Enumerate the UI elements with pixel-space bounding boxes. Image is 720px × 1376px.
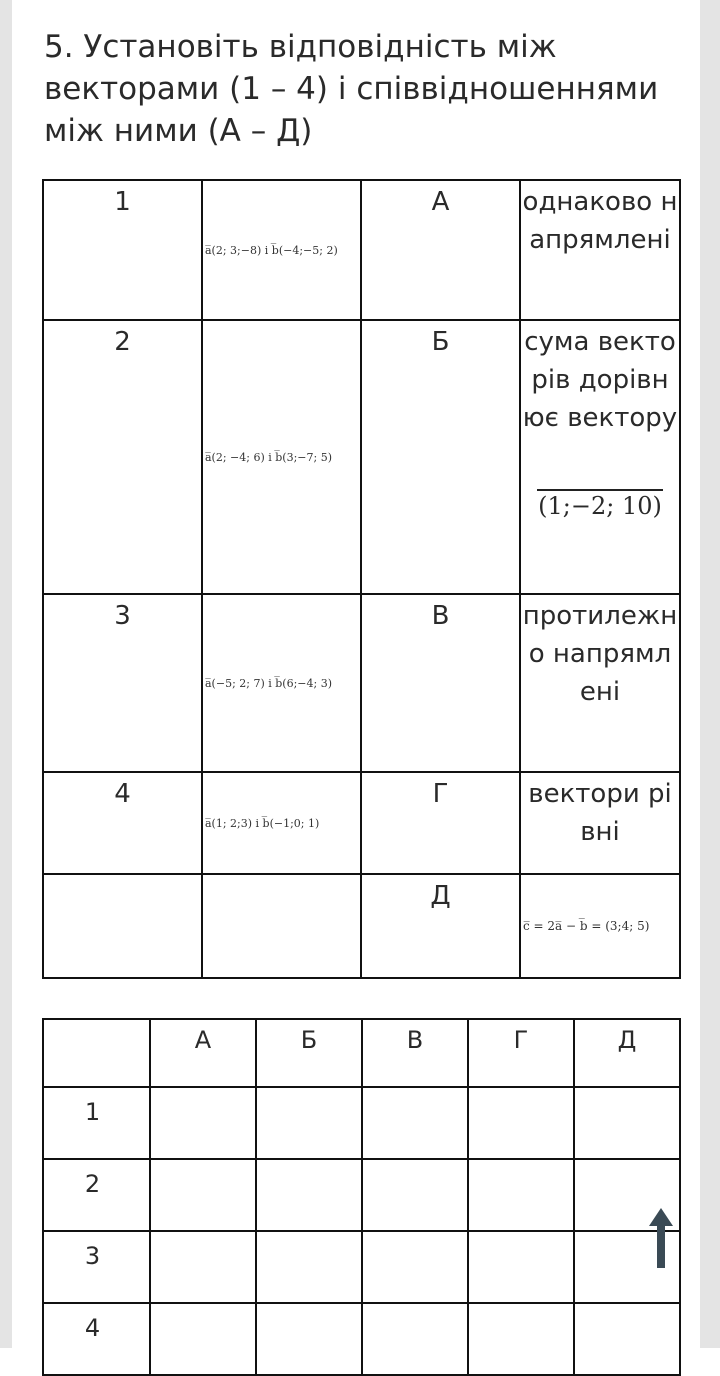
answer-cell[interactable] [574, 1087, 680, 1159]
relation-text: однаково напрямлені [520, 180, 680, 320]
vector-pair: a̅(2; −4; 6) і b̅(3;−7; 5) [202, 320, 361, 594]
grid-column-header: Б [256, 1019, 362, 1087]
viewer-left-margin [0, 0, 12, 1348]
vector-pair: a̅(2; 3;−8) і b̅(−4;−5; 2) [202, 180, 361, 320]
relation-formula: c̅ = 2a̅ − b̅ = (3;4; 5) [520, 874, 680, 978]
answer-grid-row [43, 1231, 680, 1303]
grid-column-header: А [150, 1019, 256, 1087]
grid-corner-cell [43, 1019, 150, 1087]
item-number: 1 [43, 180, 202, 320]
answer-cell[interactable] [574, 1303, 680, 1375]
grid-column-header: Д [574, 1019, 680, 1087]
answer-cell[interactable] [150, 1303, 256, 1375]
option-letter: А [361, 180, 520, 320]
option-letter: Б [361, 320, 520, 594]
viewer-right-margin [700, 0, 720, 1348]
item-number: 4 [43, 772, 202, 874]
relation-text: сума векторів дорівнює вектору [522, 327, 678, 433]
answer-grid [42, 1018, 681, 1376]
answer-cell[interactable] [150, 1087, 256, 1159]
answer-cell[interactable] [150, 1159, 256, 1231]
answer-cell[interactable] [468, 1231, 574, 1303]
answer-cell[interactable] [256, 1303, 362, 1375]
vector-pair: a̅(1; 2;3) і b̅(−1;0; 1) [202, 772, 361, 874]
answer-cell[interactable] [256, 1159, 362, 1231]
answer-grid-header [43, 1019, 680, 1087]
answer-cell[interactable] [468, 1087, 574, 1159]
relation-cell [520, 320, 680, 594]
answer-cell[interactable] [362, 1159, 468, 1231]
answer-cell[interactable] [150, 1231, 256, 1303]
relation-vector: (1;−2; 10) [537, 489, 663, 521]
table-row [43, 874, 680, 978]
table-row [43, 180, 680, 320]
table-row [43, 320, 680, 594]
grid-row-label: 2 [43, 1159, 150, 1231]
task-title: 5. Установіть відповідність між векторами (1 – 4) і співвідношеннями між ними (А – Д) [44, 29, 659, 149]
answer-cell[interactable] [256, 1231, 362, 1303]
vector-pair [202, 874, 361, 978]
answer-grid-row [43, 1087, 680, 1159]
option-letter: Д [361, 874, 520, 978]
option-letter: В [361, 594, 520, 772]
table-row [43, 772, 680, 874]
answer-grid-row [43, 1303, 680, 1375]
answer-cell[interactable] [362, 1303, 468, 1375]
grid-row-label: 1 [43, 1087, 150, 1159]
answer-cell[interactable] [362, 1231, 468, 1303]
arrow-up-icon [648, 1206, 674, 1270]
answer-cell[interactable] [362, 1087, 468, 1159]
matching-table [42, 179, 681, 979]
grid-column-header: Г [468, 1019, 574, 1087]
grid-column-header: В [362, 1019, 468, 1087]
relation-text: протилежно напрямлені [520, 594, 680, 772]
answer-grid-row [43, 1159, 680, 1231]
item-number: 2 [43, 320, 202, 594]
item-number: 3 [43, 594, 202, 772]
grid-row-label: 3 [43, 1231, 150, 1303]
vector-pair: a̅(−5; 2; 7) і b̅(6;−4; 3) [202, 594, 361, 772]
answer-cell[interactable] [468, 1159, 574, 1231]
answer-cell[interactable] [468, 1303, 574, 1375]
grid-row-label: 4 [43, 1303, 150, 1375]
table-row [43, 594, 680, 772]
answer-cell[interactable] [256, 1087, 362, 1159]
scroll-to-top-button[interactable] [648, 1206, 674, 1270]
option-letter: Г [361, 772, 520, 874]
relation-text: вектори рівні [520, 772, 680, 874]
item-number [43, 874, 202, 978]
